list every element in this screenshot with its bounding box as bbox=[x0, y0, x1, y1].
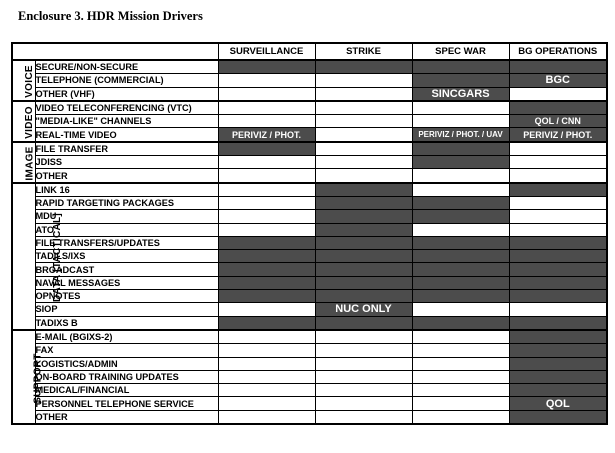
shaded-cell bbox=[412, 74, 509, 87]
table-row bbox=[12, 290, 607, 303]
empty-cell bbox=[509, 223, 607, 236]
shaded-cell bbox=[509, 263, 607, 276]
empty-cell bbox=[218, 330, 315, 344]
row-label: LINK 16 bbox=[35, 183, 218, 197]
column-header: SURVEILLANCE bbox=[218, 43, 315, 60]
table-row bbox=[12, 303, 607, 316]
row-label: SIOP bbox=[35, 303, 218, 316]
header-corner bbox=[12, 43, 218, 60]
shaded-cell bbox=[509, 183, 607, 197]
table-row bbox=[12, 87, 607, 101]
table-row bbox=[12, 183, 607, 197]
empty-cell bbox=[218, 156, 315, 169]
table-body bbox=[12, 60, 607, 424]
shaded-cell bbox=[412, 196, 509, 209]
row-label: RAPID TARGETING PACKAGES bbox=[35, 196, 218, 209]
empty-cell bbox=[218, 410, 315, 424]
table-row bbox=[12, 410, 607, 424]
row-label: MEDICAL/FINANCIAL bbox=[35, 384, 218, 397]
row-label: OTHER bbox=[35, 410, 218, 424]
shaded-cell bbox=[412, 290, 509, 303]
category-text: IMAGE bbox=[24, 146, 36, 181]
empty-cell bbox=[218, 74, 315, 87]
table-row bbox=[12, 370, 607, 383]
shaded-cell bbox=[509, 60, 607, 74]
empty-cell bbox=[509, 303, 607, 316]
row-label: TELEPHONE (COMMERCIAL) bbox=[35, 74, 218, 87]
table-row bbox=[12, 330, 607, 344]
cell-note: PERIVIZ / PHOT. bbox=[218, 128, 315, 142]
table-row bbox=[12, 142, 607, 156]
empty-cell bbox=[412, 223, 509, 236]
empty-cell bbox=[218, 303, 315, 316]
page-title: Enclosure 3. HDR Mission Drivers bbox=[18, 9, 203, 23]
row-label: TADIXS B bbox=[35, 316, 218, 330]
shaded-cell bbox=[315, 60, 412, 74]
empty-cell bbox=[315, 330, 412, 344]
empty-cell bbox=[412, 410, 509, 424]
empty-cell bbox=[412, 357, 509, 370]
empty-cell bbox=[218, 196, 315, 209]
empty-cell bbox=[315, 169, 412, 183]
shaded-cell bbox=[412, 250, 509, 263]
table-row bbox=[12, 223, 607, 236]
empty-cell bbox=[412, 344, 509, 357]
table-row bbox=[12, 384, 607, 397]
empty-cell bbox=[315, 128, 412, 142]
shaded-cell bbox=[412, 156, 509, 169]
shaded-cell bbox=[509, 330, 607, 344]
category-text: SUPPORT bbox=[32, 353, 44, 404]
cell-note: SINCGARS bbox=[412, 87, 509, 101]
table-row bbox=[12, 128, 607, 142]
shaded-cell bbox=[509, 290, 607, 303]
empty-cell bbox=[412, 384, 509, 397]
row-label: SECURE/NON-SECURE bbox=[35, 60, 218, 74]
empty-cell bbox=[315, 115, 412, 128]
empty-cell bbox=[412, 169, 509, 183]
empty-cell bbox=[315, 344, 412, 357]
empty-cell bbox=[315, 397, 412, 410]
shaded-cell bbox=[509, 384, 607, 397]
row-label: JDISS bbox=[35, 156, 218, 169]
table-row bbox=[12, 156, 607, 169]
row-label: FILE TRANSFERS/UPDATES bbox=[35, 236, 218, 249]
row-label: ATO bbox=[35, 223, 218, 236]
table-row bbox=[12, 210, 607, 223]
shaded-cell bbox=[412, 60, 509, 74]
empty-cell bbox=[315, 410, 412, 424]
category-label bbox=[12, 60, 35, 101]
empty-cell bbox=[218, 169, 315, 183]
category-label bbox=[12, 330, 44, 424]
empty-cell bbox=[218, 115, 315, 128]
shaded-cell bbox=[509, 236, 607, 249]
row-label: BROADCAST bbox=[35, 263, 218, 276]
shaded-cell bbox=[509, 370, 607, 383]
empty-cell bbox=[509, 142, 607, 156]
shaded-cell bbox=[412, 316, 509, 330]
empty-cell bbox=[509, 156, 607, 169]
table-row bbox=[12, 60, 607, 74]
empty-cell bbox=[412, 183, 509, 197]
row-label: MDU bbox=[35, 210, 218, 223]
empty-cell bbox=[315, 156, 412, 169]
empty-cell bbox=[509, 196, 607, 209]
column-header: STRIKE bbox=[315, 43, 412, 60]
table-row bbox=[12, 397, 607, 410]
shaded-cell bbox=[509, 276, 607, 289]
shaded-cell bbox=[315, 316, 412, 330]
shaded-cell bbox=[412, 263, 509, 276]
shaded-cell bbox=[412, 142, 509, 156]
category-text: VOICE bbox=[23, 65, 35, 99]
row-label: ON-BOARD TRAINING UPDATES bbox=[35, 370, 218, 383]
shaded-cell bbox=[509, 250, 607, 263]
shaded-cell bbox=[509, 357, 607, 370]
shaded-cell bbox=[218, 60, 315, 74]
shaded-cell bbox=[509, 316, 607, 330]
empty-cell bbox=[412, 101, 509, 115]
category-text: DATA [TACTICAL] bbox=[52, 213, 64, 303]
empty-cell bbox=[218, 397, 315, 410]
cell-note: PERIVIZ / PHOT. bbox=[509, 128, 607, 142]
empty-cell bbox=[412, 397, 509, 410]
shaded-cell bbox=[315, 223, 412, 236]
shaded-cell bbox=[509, 101, 607, 115]
empty-cell bbox=[509, 210, 607, 223]
shaded-cell bbox=[315, 263, 412, 276]
table-row bbox=[12, 263, 607, 276]
empty-cell bbox=[218, 183, 315, 197]
empty-cell bbox=[509, 169, 607, 183]
empty-cell bbox=[315, 87, 412, 101]
cell-note: BGC bbox=[509, 74, 607, 87]
mission-drivers-table bbox=[11, 42, 608, 425]
cell-note: NUC ONLY bbox=[315, 303, 412, 316]
row-label: VIDEO TELECONFERENCING (VTC) bbox=[35, 101, 218, 115]
shaded-cell bbox=[315, 276, 412, 289]
empty-cell bbox=[218, 210, 315, 223]
table-row bbox=[12, 250, 607, 263]
row-label: PERSONNEL TELEPHONE SERVICE bbox=[35, 397, 218, 410]
empty-cell bbox=[315, 357, 412, 370]
row-label: NAVAL MESSAGES bbox=[35, 276, 218, 289]
empty-cell bbox=[315, 142, 412, 156]
shaded-cell bbox=[315, 250, 412, 263]
empty-cell bbox=[412, 303, 509, 316]
shaded-cell bbox=[218, 263, 315, 276]
empty-cell bbox=[315, 370, 412, 383]
shaded-cell bbox=[218, 142, 315, 156]
row-label: FILE TRANSFER bbox=[35, 142, 218, 156]
table-row bbox=[12, 196, 607, 209]
table-row bbox=[12, 169, 607, 183]
empty-cell bbox=[218, 384, 315, 397]
empty-cell bbox=[315, 101, 412, 115]
empty-cell bbox=[412, 330, 509, 344]
shaded-cell bbox=[218, 316, 315, 330]
shaded-cell bbox=[315, 290, 412, 303]
shaded-cell bbox=[412, 276, 509, 289]
row-label: OPNOTES bbox=[35, 290, 218, 303]
shaded-cell bbox=[315, 210, 412, 223]
shaded-cell bbox=[315, 236, 412, 249]
row-label: FAX bbox=[35, 344, 218, 357]
column-header: BG OPERATIONS bbox=[509, 43, 607, 60]
shaded-cell bbox=[315, 183, 412, 197]
shaded-cell bbox=[412, 236, 509, 249]
row-label: LOGISTICS/ADMIN bbox=[35, 357, 218, 370]
row-label: REAL-TIME VIDEO bbox=[35, 128, 218, 142]
empty-cell bbox=[412, 370, 509, 383]
empty-cell bbox=[315, 74, 412, 87]
category-label bbox=[12, 101, 35, 142]
row-label: OTHER (VHF) bbox=[35, 87, 218, 101]
table-row bbox=[12, 74, 607, 87]
shaded-cell bbox=[315, 196, 412, 209]
empty-cell bbox=[218, 101, 315, 115]
cell-note: QOL bbox=[509, 397, 607, 410]
table-row bbox=[12, 101, 607, 115]
category-text: VIDEO bbox=[23, 106, 35, 140]
row-label: "MEDIA-LIKE" CHANNELS bbox=[35, 115, 218, 128]
shaded-cell bbox=[218, 290, 315, 303]
shaded-cell bbox=[218, 276, 315, 289]
empty-cell bbox=[218, 357, 315, 370]
empty-cell bbox=[509, 87, 607, 101]
category-label bbox=[12, 142, 35, 183]
row-label: E-MAIL (BGIXS-2) bbox=[35, 330, 218, 344]
empty-cell bbox=[218, 223, 315, 236]
column-header: SPEC WAR bbox=[412, 43, 509, 60]
empty-cell bbox=[218, 87, 315, 101]
shaded-cell bbox=[218, 236, 315, 249]
table-row bbox=[12, 357, 607, 370]
empty-cell bbox=[412, 115, 509, 128]
shaded-cell bbox=[509, 410, 607, 424]
row-label: TADILS/IXS bbox=[35, 250, 218, 263]
header-row bbox=[12, 43, 607, 60]
table-row bbox=[12, 316, 607, 330]
empty-cell bbox=[315, 384, 412, 397]
table-row bbox=[12, 276, 607, 289]
shaded-cell bbox=[509, 344, 607, 357]
cell-note: QOL / CNN bbox=[509, 115, 607, 128]
shaded-cell bbox=[218, 250, 315, 263]
cell-note: PERIVIZ / PHOT. / UAV bbox=[412, 128, 509, 142]
empty-cell bbox=[218, 370, 315, 383]
table-row bbox=[12, 344, 607, 357]
shaded-cell bbox=[412, 210, 509, 223]
table-row bbox=[12, 236, 607, 249]
empty-cell bbox=[218, 344, 315, 357]
row-label: OTHER bbox=[35, 169, 218, 183]
table-row bbox=[12, 115, 607, 128]
